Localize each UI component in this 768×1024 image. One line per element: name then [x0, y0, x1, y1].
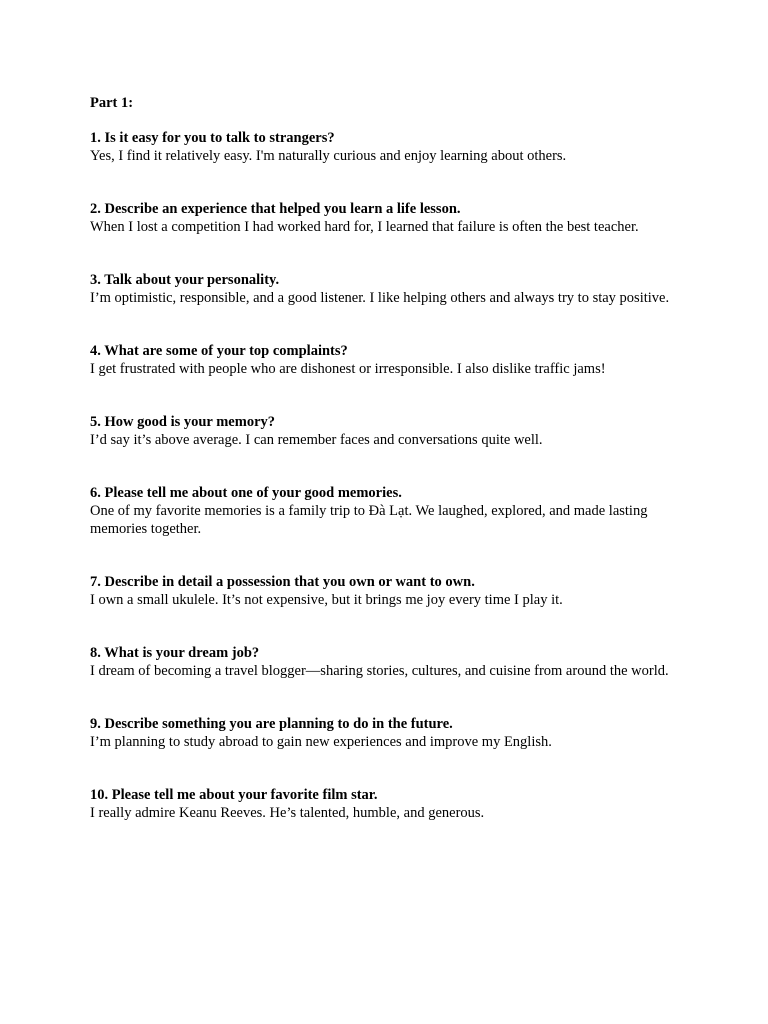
question-3: 3. Talk about your personality. — [90, 272, 280, 288]
qa-item-5 — [90, 413, 690, 449]
document-page — [90, 94, 690, 857]
qa-item-9 — [90, 715, 690, 751]
qa-item-10 — [90, 786, 690, 822]
answer-2: When I lost a competition I had worked hard for, I learned that failure is often the best teacher. — [90, 219, 639, 235]
qa-item-4 — [90, 342, 690, 378]
answer-4: I get frustrated with people who are dishonest or irresponsible. I also dislike traffic jams! — [90, 361, 606, 377]
qa-item-1 — [90, 129, 690, 165]
question-4: 4. What are some of your top complaints? — [90, 343, 348, 359]
question-8: 8. What is your dream job? — [90, 645, 260, 661]
qa-item-3 — [90, 271, 690, 307]
answer-3: I’m optimistic, responsible, and a good listener. I like helping others and always try to stay positive. — [90, 290, 670, 306]
answer-5: I’d say it’s above average. I can remember faces and conversations quite well. — [90, 432, 543, 448]
answer-6: One of my favorite memories is a family trip to Đà Lạt. We laughed, explored, and made lasting memories together. — [90, 503, 648, 537]
answer-8: I dream of becoming a travel blogger—sharing stories, cultures, and cuisine from around the world. — [90, 663, 669, 679]
answer-1: Yes, I find it relatively easy. I'm naturally curious and enjoy learning about others. — [90, 148, 567, 164]
question-5: 5. How good is your memory? — [90, 414, 276, 430]
question-2: 2. Describe an experience that helped you learn a life lesson. — [90, 201, 461, 217]
answer-7: I own a small ukulele. It’s not expensive, but it brings me joy every time I play it. — [90, 592, 563, 608]
qa-item-2 — [90, 200, 690, 236]
question-9: 9. Describe something you are planning to do in the future. — [90, 716, 453, 732]
question-1: 1. Is it easy for you to talk to strangers? — [90, 130, 335, 146]
answer-10: I really admire Keanu Reeves. He’s talented, humble, and generous. — [90, 805, 485, 821]
question-10: 10. Please tell me about your favorite film star. — [90, 787, 378, 803]
answer-9: I’m planning to study abroad to gain new experiences and improve my English. — [90, 734, 552, 750]
question-7: 7. Describe in detail a possession that you own or want to own. — [90, 574, 475, 590]
qa-item-7 — [90, 573, 690, 609]
qa-item-8 — [90, 644, 690, 680]
qa-item-6 — [90, 484, 690, 538]
part-title: Part 1: — [90, 95, 134, 111]
question-6: 6. Please tell me about one of your good memories. — [90, 485, 402, 501]
